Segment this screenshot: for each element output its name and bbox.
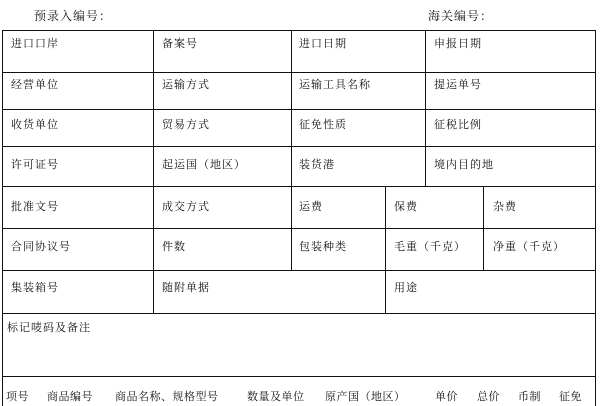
tax-ratio-label: 征税比例 xyxy=(434,118,482,131)
transaction-mode-label: 成交方式 xyxy=(162,200,210,213)
departure-country-label: 起运国（地区） xyxy=(162,158,246,171)
item-number-header: 项号 xyxy=(6,390,29,403)
marks-remarks-label: 标记唛码及备注 xyxy=(7,321,91,334)
goods-code-header: 商品编号 xyxy=(47,390,93,403)
col-divider xyxy=(425,30,426,186)
packages-label: 件数 xyxy=(162,240,186,253)
unit-price-header: 单价 xyxy=(435,390,458,403)
loading-port-label: 装货港 xyxy=(299,158,335,171)
bill-of-lading-label: 提运单号 xyxy=(434,78,482,91)
origin-country-header: 原产国（地区） xyxy=(325,390,406,403)
row-divider xyxy=(2,146,596,147)
approval-number-label: 批准文号 xyxy=(11,200,59,213)
row-divider xyxy=(2,376,596,377)
package-type-label: 包装种类 xyxy=(299,240,347,253)
row-divider xyxy=(2,72,596,73)
col-divider xyxy=(153,30,154,186)
row-divider xyxy=(2,186,596,187)
record-number-label: 备案号 xyxy=(162,37,198,50)
col-divider xyxy=(291,30,292,186)
col-divider xyxy=(483,186,484,270)
gross-weight-label: 毛重（千克） xyxy=(394,240,466,253)
row-divider xyxy=(2,270,596,271)
import-date-label: 进口日期 xyxy=(299,37,347,50)
quantity-unit-header: 数量及单位 xyxy=(247,390,305,403)
port-of-entry-label: 进口口岸 xyxy=(11,37,59,50)
col-divider xyxy=(153,186,154,270)
currency-header: 币制 xyxy=(518,390,541,403)
col-divider xyxy=(385,270,386,313)
transport-name-label: 运输工具名称 xyxy=(299,78,371,91)
attached-documents-label: 随附单据 xyxy=(162,281,210,294)
goods-name-spec-header: 商品名称、规格型号 xyxy=(115,390,219,403)
container-number-label: 集装箱号 xyxy=(11,281,59,294)
license-number-label: 许可证号 xyxy=(11,158,59,171)
row-divider xyxy=(2,313,596,314)
transport-mode-label: 运输方式 xyxy=(162,78,210,91)
business-unit-label: 经营单位 xyxy=(11,78,59,91)
row-divider xyxy=(2,228,596,229)
usage-label: 用途 xyxy=(394,281,418,294)
domestic-destination-label: 境内目的地 xyxy=(434,158,494,171)
pre-entry-number-label: 预录入编号： xyxy=(34,9,113,23)
total-price-header: 总价 xyxy=(477,390,500,403)
consignee-label: 收货单位 xyxy=(11,118,59,131)
col-divider xyxy=(385,186,386,270)
contract-number-label: 合同协议号 xyxy=(11,240,71,253)
customs-number-label: 海关编号： xyxy=(428,9,494,23)
insurance-label: 保费 xyxy=(394,200,418,213)
exemption-nature-label: 征免性质 xyxy=(299,118,347,131)
row-divider xyxy=(2,109,596,110)
col-divider xyxy=(291,186,292,270)
exemption-header: 征免 xyxy=(559,390,582,403)
freight-label: 运费 xyxy=(299,200,323,213)
col-divider xyxy=(153,270,154,313)
net-weight-label: 净重（千克） xyxy=(493,240,565,253)
trade-mode-label: 贸易方式 xyxy=(162,118,210,131)
misc-fees-label: 杂费 xyxy=(493,200,517,213)
declaration-date-label: 申报日期 xyxy=(434,37,482,50)
